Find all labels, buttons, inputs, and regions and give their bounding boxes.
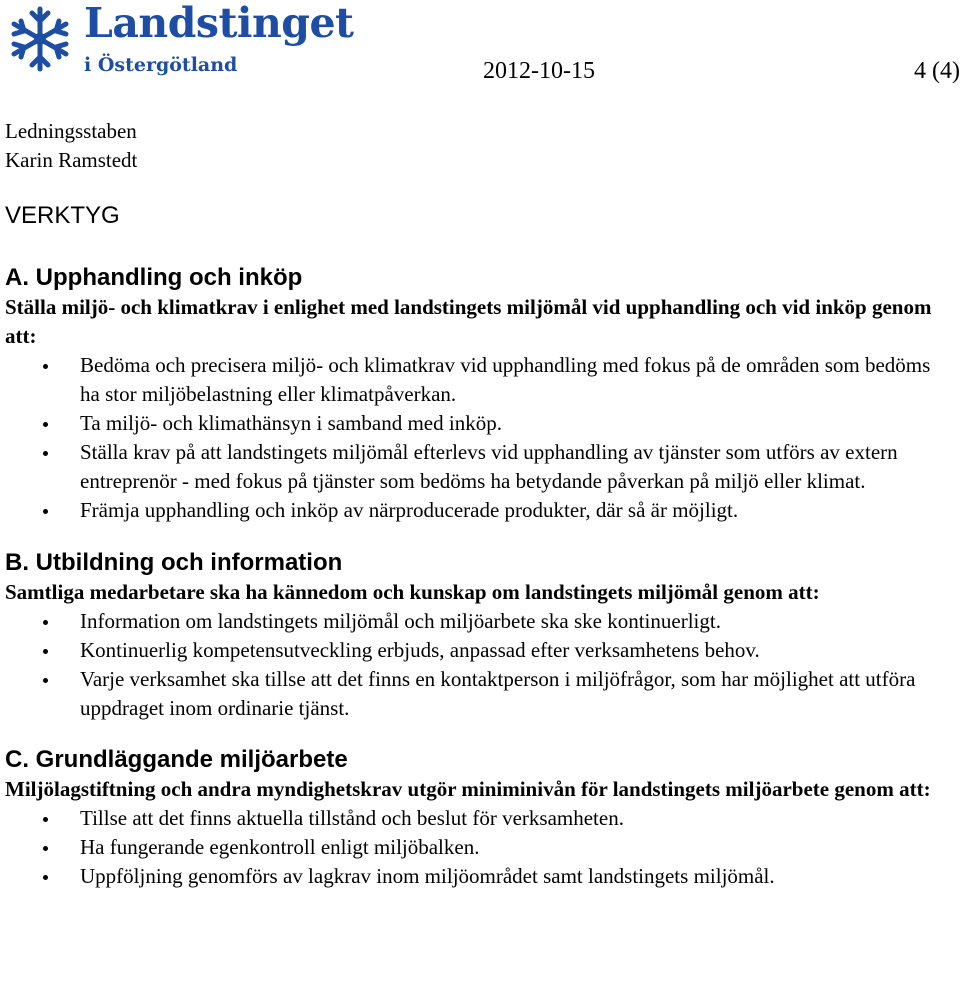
- bullet-list: [5, 607, 955, 723]
- list-item-text: Kontinuerlig kompetensutveckling erbjuds, anpassad efter verksamhetens behov.: [80, 638, 760, 662]
- section-heading: A. Upphandling och inköp: [5, 264, 303, 291]
- section-intro: Samtliga medarbetare ska ha kännedom och kunskap om landstingets miljömål genom att:: [5, 580, 820, 604]
- bullet-icon: [43, 364, 48, 369]
- bullet-icon: [43, 875, 48, 880]
- list-item-text: Ha fungerande egenkontroll enligt miljöbalken.: [80, 835, 480, 859]
- bullet-icon: [43, 649, 48, 654]
- bullet-icon: [43, 422, 48, 427]
- list-item-text: Främja upphandling och inköp av närproducerade produkter, där så är möjligt.: [80, 498, 739, 522]
- sections: [5, 263, 955, 891]
- list-item-text: Ta miljö- och klimathänsyn i samband med inköp.: [80, 411, 502, 435]
- section-education: [5, 548, 955, 723]
- bullet-icon: [43, 620, 48, 625]
- bullet-icon: [43, 817, 48, 822]
- section-heading: B. Utbildning och information: [5, 549, 343, 576]
- bullet-list: [5, 804, 955, 891]
- list-item: [5, 665, 955, 723]
- page-number: 4 (4): [914, 58, 960, 84]
- snowflake-emblem-icon: [4, 3, 76, 75]
- department: Ledningsstaben: [5, 119, 137, 143]
- list-item: [5, 636, 955, 665]
- list-item: [5, 607, 955, 636]
- section-heading: C. Grundläggande miljöarbete: [5, 746, 348, 773]
- section-procurement: [5, 263, 955, 525]
- author: Karin Ramstedt: [5, 148, 138, 172]
- list-item-text: Uppföljning genomförs av lagkrav inom miljöområdet samt landstingets miljömål.: [80, 864, 775, 888]
- logo-subtitle: i Östergötland: [84, 54, 238, 76]
- list-item-text: Tillse att det finns aktuella tillstånd och beslut för verksamheten.: [80, 806, 624, 830]
- list-item: [5, 438, 955, 496]
- list-item: [5, 351, 955, 409]
- list-item-text: Information om landstingets miljömål och miljöarbete ska ske kontinuerligt.: [80, 609, 721, 633]
- section-environmental-work: [5, 745, 955, 891]
- list-item: [5, 862, 955, 891]
- list-item-text: Bedöma och precisera miljö- och klimatkrav vid upphandling med fokus på de områden som bedöms ha stor miljöbelastning eller klimatpåverkan.: [80, 353, 931, 406]
- logo-title: Landstinget: [84, 0, 354, 47]
- section-intro: Ställa miljö- och klimatkrav i enlighet med landstingets miljömål vid upphandling och vid inköp genom att:: [5, 295, 932, 348]
- list-item: [5, 833, 955, 862]
- organization-logo: [4, 0, 354, 79]
- list-item: [5, 409, 955, 438]
- bullet-icon: [43, 846, 48, 851]
- document-title: VERKTYG: [5, 202, 120, 229]
- list-item: [5, 496, 955, 525]
- document-meta: [5, 117, 137, 175]
- bullet-icon: [43, 509, 48, 514]
- list-item-text: Varje verksamhet ska tillse att det finns en kontaktperson i miljöfrågor, som har möjlighet att utföra uppdraget inom ordinarie tjänst.: [80, 667, 916, 720]
- bullet-icon: [43, 678, 48, 683]
- list-item-text: Ställa krav på att landstingets miljömål efterlevs vid upphandling av tjänster som utförs av extern entreprenör - med fokus på tjänster som bedöms ha betydande påverkan på miljö eller klimat.: [80, 440, 898, 493]
- bullet-list: [5, 351, 955, 525]
- list-item: [5, 804, 955, 833]
- document-date: 2012-10-15: [483, 58, 595, 84]
- bullet-icon: [43, 451, 48, 456]
- section-intro: Miljölagstiftning och andra myndighetskrav utgör miniminivån för landstingets miljöarbete genom att:: [5, 777, 931, 801]
